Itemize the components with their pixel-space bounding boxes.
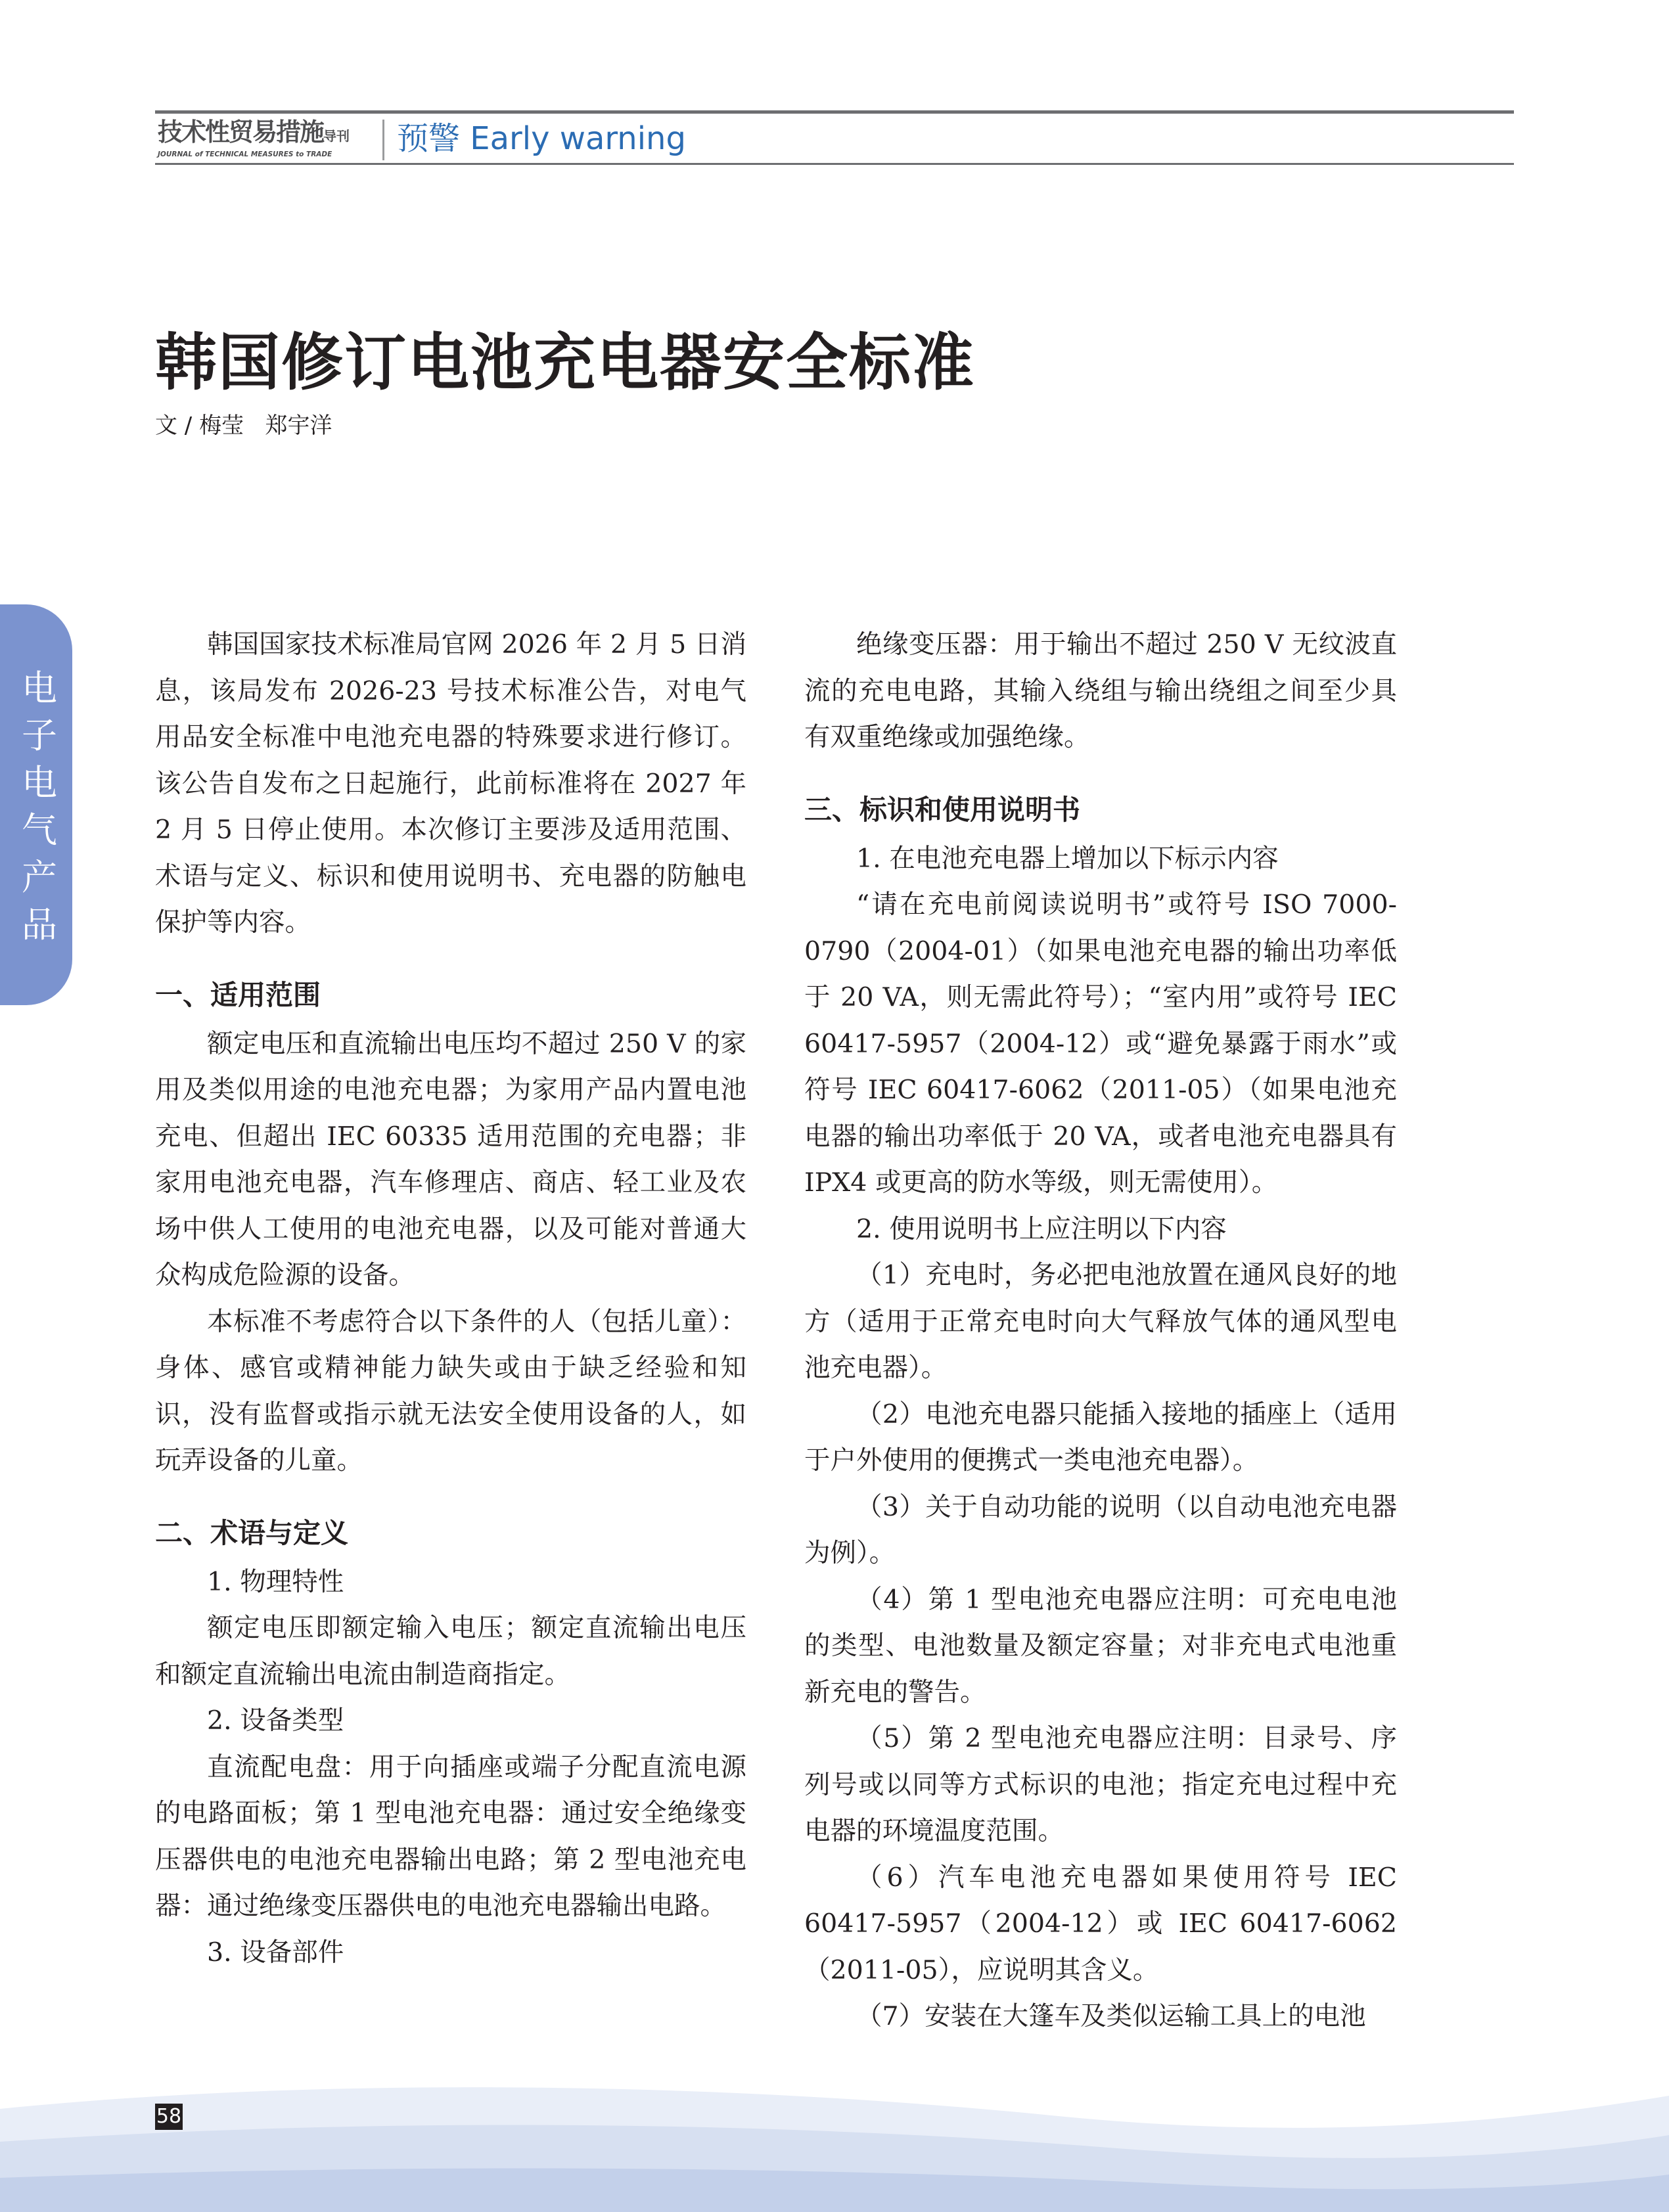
paragraph: （6）汽车电池充电器如果使用符号 IEC 60417-5957（2004-12）或 IEC 60417-6062（2011-05），应说明其含义。 [804, 1862, 1397, 1985]
paragraph: 韩国国家技术标准局官网 2026 年 2 月 5 日消息，该局发布 2026-23 号技术标准公告，对电气用品安全标准中电池充电器的特殊要求进行修订。该公告自发布之日起施行，此前标准将在 2027 年 2 月 5 日停止使用。本次修订主要涉及适用范围、术语与定义、标识和使用说明书、充电器的防触电保护等内容。 [155, 629, 746, 937]
category-label: 电子电气产品 [22, 667, 57, 945]
paragraph: 1. 在电池充电器上增加以下标示内容 [856, 843, 1279, 874]
right-column [804, 621, 1397, 2040]
paragraph: （5）第 2 型电池充电器应注明：目录号、序列号或以同等方式标识的电池；指定充电过程中充电器的环境温度范围。 [804, 1723, 1397, 1846]
paragraph: （3）关于自动功能的说明（以自动电池充电器为例）。 [804, 1491, 1397, 1568]
paragraph: （4）第 1 型电池充电器应注明：可充电电池的类型、电池数量及额定容量；对非充电式电池重新充电的警告。 [804, 1584, 1397, 1707]
section-heading: 一、适用范围 [155, 978, 321, 1011]
paragraph: （2）电池充电器只能插入接地的插座上（适用于户外使用的便携式一类电池充电器）。 [804, 1399, 1397, 1476]
paragraph: （7）安装在大篷车及类似运输工具上的电池 [856, 2001, 1366, 2031]
section-heading: 二、术语与定义 [155, 1516, 349, 1549]
paragraph: 本标准不考虑符合以下条件的人（包括儿童）：身体、感官或精神能力缺失或由于缺乏经验和知识，没有监督或指示就无法安全使用设备的人，如玩弄设备的儿童。 [155, 1306, 746, 1476]
section-label: 预警 Early warning [397, 120, 686, 157]
journal-name-en: JOURNAL of TECHNICAL MEASURES to TRADE [158, 150, 332, 158]
journal-logo [158, 118, 375, 159]
page-number: 58 [155, 2104, 183, 2130]
paragraph: 绝缘变压器：用于输出不超过 250 V 无纹波直流的充电电路，其输入绕组与输出绕组之间至少具有双重绝缘或加强绝缘。 [804, 629, 1397, 752]
paragraph: 3. 设备部件 [207, 1937, 344, 1968]
header-rule-top [155, 110, 1514, 114]
paragraph: 1. 物理特性 [207, 1566, 344, 1597]
header-rule-bottom [155, 163, 1514, 165]
paragraph: 2. 使用说明书上应注明以下内容 [856, 1213, 1227, 1244]
paragraph: 直流配电盘：用于向插座或端子分配直流电源的电路面板；第 1 型电池充电器：通过安全绝缘变压器供电的电池充电器输出电路；第 2 型电池充电器：通过绝缘变压器供电的电池充电器输出电路。 [155, 1751, 746, 1921]
journal-name-cn: 技术性贸易措施 [158, 118, 324, 147]
section-heading: 三、标识和使用说明书 [804, 793, 1081, 826]
article-byline: 文 / 梅莹 郑宇洋 [155, 413, 332, 439]
header-separator [382, 120, 384, 160]
left-column [155, 621, 746, 1975]
article-title: 韩国修订电池充电器安全标准 [155, 327, 976, 399]
journal-name-suffix: 导刊 [323, 128, 350, 144]
footer-wave [0, 2069, 1669, 2212]
paragraph: （1）充电时，务必把电池放置在通风良好的地方（适用于正常充电时向大气释放气体的通风型电池充电器）。 [804, 1260, 1397, 1383]
paragraph: 额定电压和直流输出电压均不超过 250 V 的家用及类似用途的电池充电器；为家用产品内置电池充电、但超出 IEC 60335 适用范围的充电器；非家用电池充电器，汽车修理店、商店、轻工业及农场中供人工使用的电池充电器，以及可能对普通大众构成危险源的设备。 [155, 1028, 746, 1290]
paragraph: 额定电压即额定输入电压；额定直流输出电压和额定直流输出电流由制造商指定。 [155, 1613, 746, 1690]
paragraph: “请在充电前阅读说明书”或符号 ISO 7000-0790（2004-01）（如果电池充电器的输出功率低于 20 VA，则无需此符号）；“室内用”或符号 IEC 60417-5957（2004-12）或“避免暴露于雨水”或符号 IEC 60417-6062（2011-05）（如果电池充电器的输出功率低于 20 VA，或者电池充电器具有 IPX4 或更高的防水等级，则无需使用）。 [804, 890, 1397, 1198]
paragraph: 2. 设备类型 [207, 1705, 344, 1736]
